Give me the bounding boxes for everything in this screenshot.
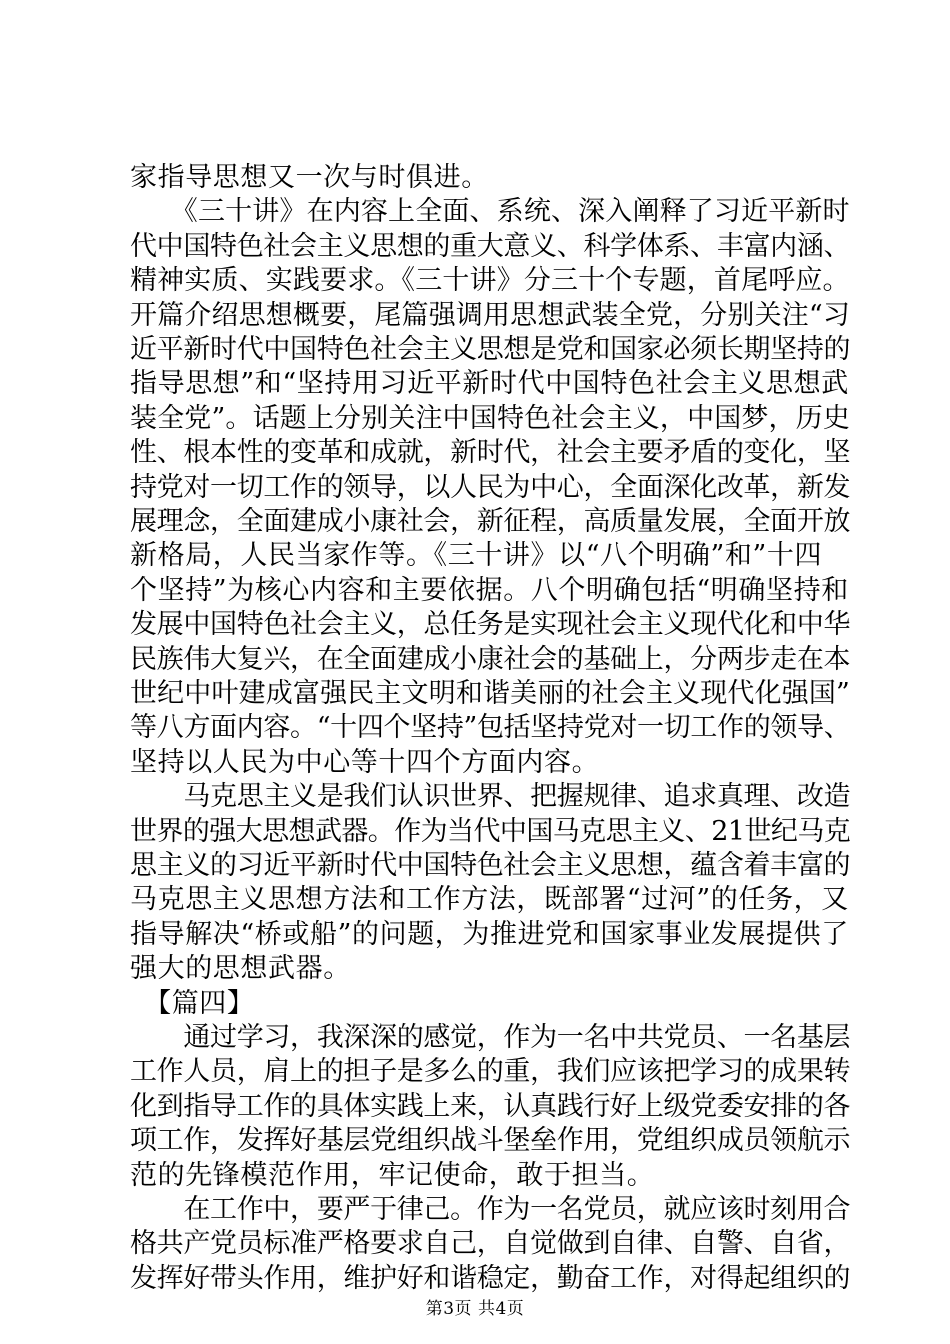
text-line: 指导解决“桥或船”的问题，为推进党和国家事业发展提供了 xyxy=(130,919,849,950)
text-line: 范的先锋模范作用，牢记使命，敢于担当。 xyxy=(130,1160,655,1191)
text-line: 发展中国特色社会主义，总任务是实现社会主义现代化和中华 xyxy=(130,609,851,640)
text-line: 坚持以人民为中心等十四个方面内容。 xyxy=(130,747,600,778)
text-line: 指导思想”和“坚持用习近平新时代中国特色社会主义思想武 xyxy=(130,368,849,399)
text-line: 世界的强大思想武器。作为当代中国马克思主义、21世纪马克 xyxy=(130,816,851,847)
text-line: 化到指导工作的具体实践上来，认真践行好上级党委安排的各 xyxy=(130,1091,851,1122)
text-line: 发挥好带头作用，维护好和谐稳定，勤奋工作，对得起组织的 xyxy=(130,1263,851,1294)
text-line: 装全党”。话题上分别关注中国特色社会主义，中国梦，历史 xyxy=(130,403,851,434)
page-footer: 第3页 共4页 xyxy=(425,1299,525,1319)
text-line: 思主义的习近平新时代中国特色社会主义思想，蕴含着丰富的 xyxy=(130,850,851,881)
text-line: 工作人员，肩上的担子是多么的重，我们应该把学习的成果转 xyxy=(130,1056,851,1087)
text-line: 持党对一切工作的领导，以人民为中心，全面深化改革，新发 xyxy=(130,472,851,503)
text-line: 近平新时代中国特色社会主义思想是党和国家必须长期坚持的 xyxy=(130,334,851,365)
text-line: 代中国特色社会主义思想的重大意义、科学体系、丰富内涵、 xyxy=(130,231,851,262)
text-line: 强大的思想武器。 xyxy=(130,953,351,984)
text-line: 民族伟大复兴，在全面建成小康社会的基础上，分两步走在本 xyxy=(130,644,851,675)
text-line: 性、根本性的变革和成就，新时代，社会主要矛盾的变化，坚 xyxy=(130,437,851,468)
text-line: 马克思主义是我们认识世界、把握规律、追求真理、改造 xyxy=(130,781,851,812)
text-line: 项工作，发挥好基层党组织战斗堡垒作用，党组织成员领航示 xyxy=(130,1125,851,1156)
text-line: 展理念，全面建成小康社会，新征程，高质量发展，全面开放 xyxy=(130,506,851,537)
text-line: 通过学习，我深深的感觉，作为一名中共党员、一名基层 xyxy=(130,1022,851,1053)
text-line: 在工作中，要严于律己。作为一名党员，就应该时刻用合 xyxy=(130,1194,851,1225)
text-line: 家指导思想又一次与时俱进。 xyxy=(130,162,489,193)
text-line: 开篇介绍思想概要，尾篇强调用思想武装全党，分别关注“习 xyxy=(130,300,851,331)
text-line: 精神实质、实践要求。《三十讲》分三十个专题，首尾呼应。 xyxy=(130,265,850,296)
text-line: 格共产党员标准严格要求自己，自觉做到自律、自警、自省， xyxy=(130,1228,851,1259)
text-line: 新格局，人民当家作等。《三十讲》以“八个明确”和”十四 xyxy=(130,540,823,571)
text-line: 【篇四】 xyxy=(130,988,255,1019)
text-line: 个坚持”为核心内容和主要依据。八个明确包括“明确坚持和 xyxy=(130,575,849,606)
text-line: 世纪中叶建成富强民主文明和谐美丽的社会主义现代化强国” xyxy=(130,678,851,709)
text-line: 《三十讲》在内容上全面、系统、深入阐释了习近平新时 xyxy=(130,196,850,227)
text-line: 等八方面内容。“十四个坚持”包括坚持党对一切工作的领导、 xyxy=(130,712,851,743)
text-line: 马克思主义思想方法和工作方法，既部署“过河”的任务，又 xyxy=(130,884,849,915)
